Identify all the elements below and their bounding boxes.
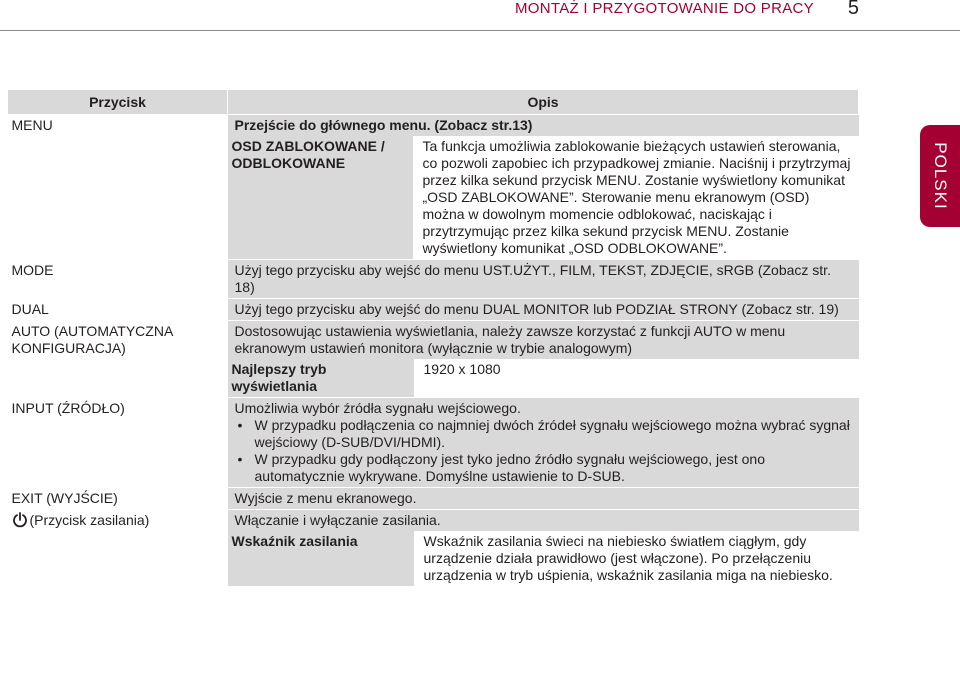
column-header-button: Przycisk (8, 90, 228, 115)
osd-lock-label: OSD ZABLOKOWANE / ODBLOKOWANE (228, 136, 413, 259)
button-name-power (8, 510, 228, 587)
menu-description (228, 115, 859, 137)
input-bullet-list (235, 417, 855, 485)
header-divider (0, 30, 960, 31)
button-name-menu: MENU (11, 117, 53, 133)
table-row (8, 321, 859, 360)
table-row (8, 260, 859, 299)
power-description: Włączanie i wyłączanie zasilania. (228, 510, 859, 532)
power-icon (12, 512, 28, 528)
auto-description: Dostosowując ustawienia wyświetlania, należy zawsze korzystać z funkcji AUTO w menu ekranowym ustawień monitora (wyłącznie w trybie analogowym) (228, 321, 859, 360)
buttons-table (7, 89, 859, 586)
table-row (8, 299, 859, 321)
best-mode-value: 1920 x 1080 (423, 361, 501, 377)
table-header-row (8, 90, 859, 115)
button-name-input: INPUT (ŹRÓDŁO) (8, 398, 228, 488)
list-item: • W przypadku podłączenia co najmniej dwóch źródeł sygnału wejściowego można wybrać sygnał wejściowy (D-SUB/DVI/HDMI). (235, 417, 855, 451)
mode-description: Użyj tego przycisku aby wejść do menu UST.UŻYT., FILM, TEKST, ZDJĘCIE, sRGB (Zobacz str. 18) (228, 260, 859, 299)
power-button-label: (Przycisk zasilania) (29, 512, 150, 528)
button-name-exit: EXIT (WYJŚCIE) (8, 488, 228, 510)
table-row (8, 398, 859, 488)
osd-lock-description: Ta funkcja umożliwia zablokowanie bieżących ustawień sterowania, co pozwoli zapobiec ich przypadkowej zmianie. Naciśnij i przytrzymaj przez kilka sekund przycisk MENU. Zostanie wyświetlony komunikat „OSD ZABLOKOWANE”. Sterowanie menu ekranowym (OSD) można w dowolnym momencie odblokować, naciskając i przytrzymując przez kilka sekund przycisk MENU. Zostanie wyświetlony komunikat „OSD ODBLOKOWANE”. (422, 138, 851, 256)
menu-description-text: Przejście do głównego menu. (Zobacz str.13) (234, 117, 533, 133)
power-led-label: Wskaźnik zasilania (228, 531, 414, 586)
page-number: 5 (847, 0, 859, 19)
table-row (8, 488, 859, 510)
table-row (8, 510, 859, 532)
exit-description: Wyjście z menu ekranowego. (228, 488, 859, 510)
section-title: MONTAŻ I PRZYGOTOWANIE DO PRACY (514, 0, 814, 17)
column-header-description: Opis (228, 90, 859, 115)
page-header (0, 0, 960, 30)
language-tab (920, 125, 960, 227)
button-name-auto: AUTO (AUTOMATYCZNA KONFIGURACJA) (8, 321, 228, 398)
button-name-mode: MODE (8, 260, 228, 299)
best-mode-label: Najlepszy tryb wyświetlania (228, 359, 414, 397)
power-led-description: Wskaźnik zasilania świeci na niebiesko światłem ciągłym, gdy urządzenie działa prawidłowo (jest włączone). Po przełączeniu urządzenia w tryb uśpienia, wskaźnik zasilania miga na niebiesko. (423, 533, 833, 583)
input-description-text: Umożliwia wybór źródła sygnału wejściowego. (234, 400, 521, 416)
list-item: • W przypadku gdy podłączony jest tyko jedno źródło sygnału wejściowego, jest ono automatycznie wykrywane. Domyślne ustawienie to D-SUB. (235, 451, 855, 485)
input-description (228, 398, 859, 488)
language-tab-label: POLSKI (931, 142, 950, 210)
dual-description: Użyj tego przycisku aby wejść do menu DUAL MONITOR lub PODZIAŁ STRONY (Zobacz str. 19) (228, 299, 859, 321)
table-row (8, 115, 859, 137)
button-name-dual: DUAL (8, 299, 228, 321)
